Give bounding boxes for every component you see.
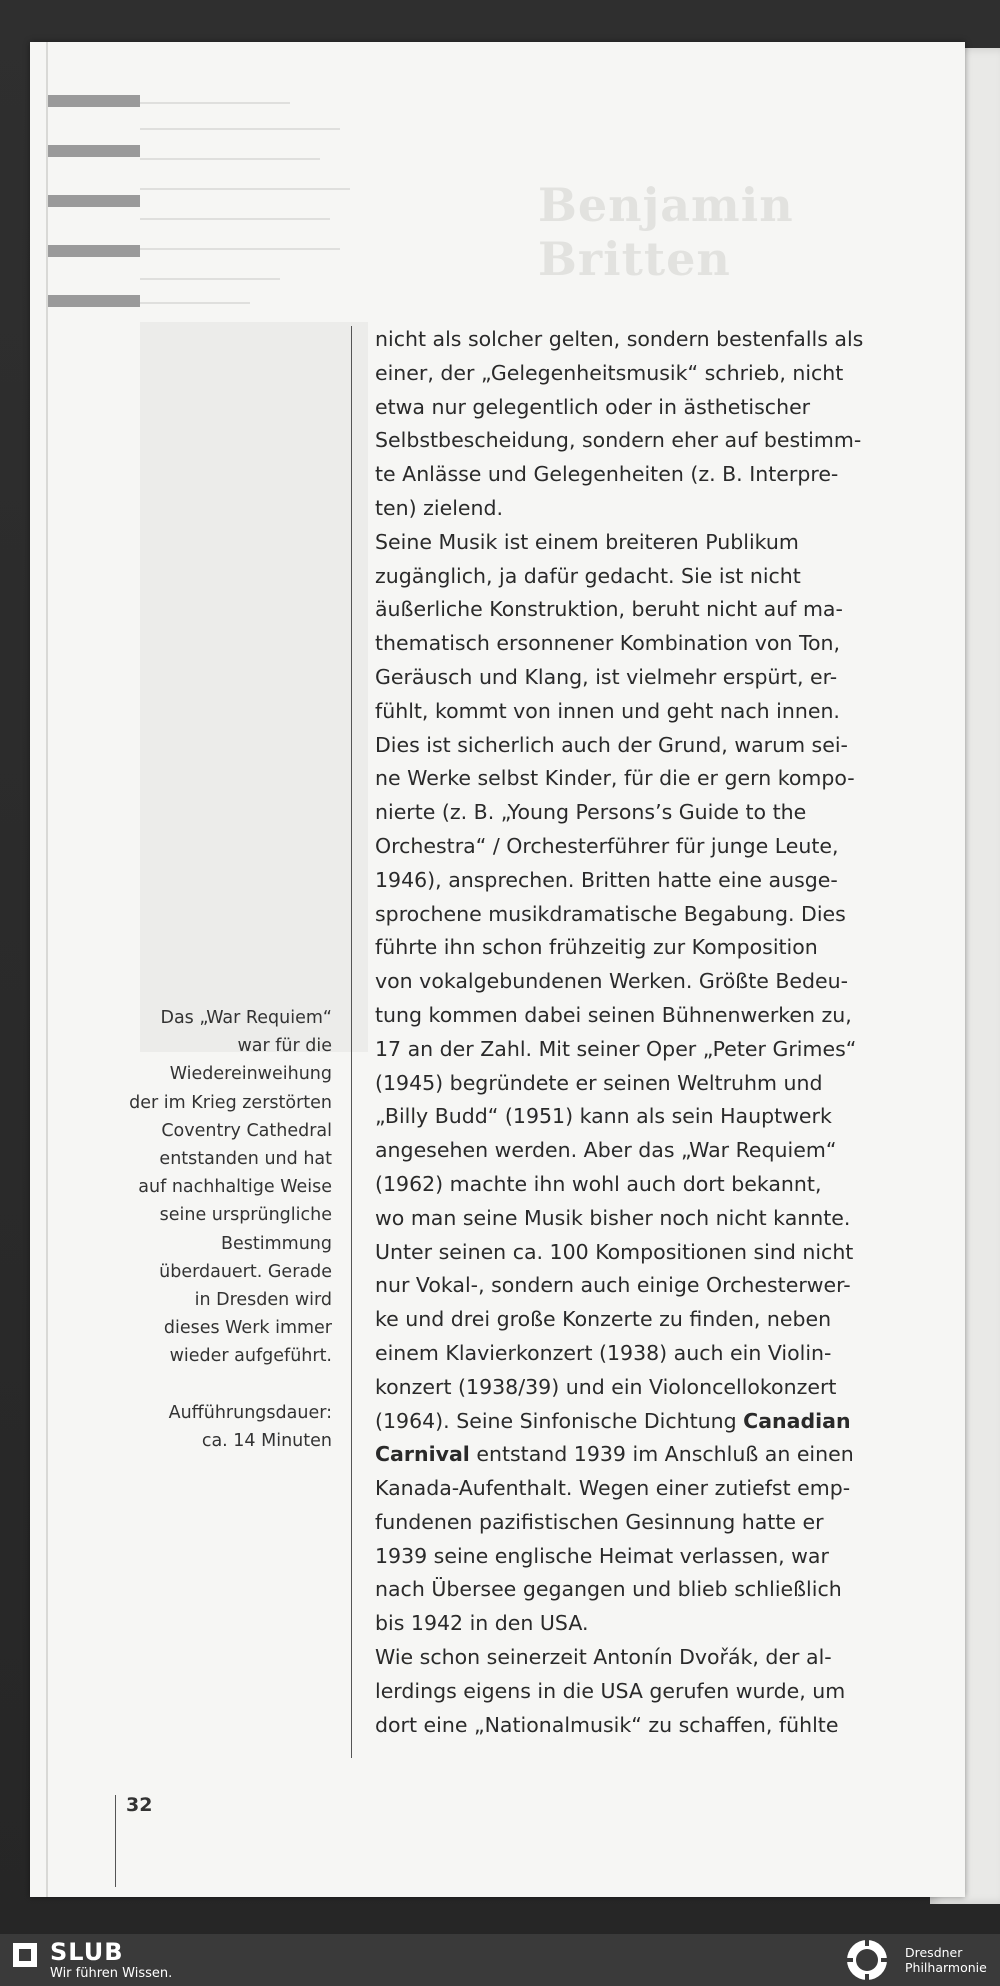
sidebar-spacer (120, 1371, 332, 1399)
text-line: von vokalgebundenen Werken. Größte Bedeu- (375, 969, 849, 994)
bleed-through-line (140, 302, 250, 304)
text-line: Geräusch und Klang, ist vielmehr erspürt, er- (375, 664, 838, 689)
sidebar-line: wieder aufgeführt. (169, 1346, 332, 1367)
text-line: (1964). Seine Sinfonische Dichtung Canadian (375, 1408, 851, 1433)
sidebar-note (120, 1004, 332, 1455)
text-line: ne Werke selbst Kinder, für die er gern kompo- (375, 766, 855, 791)
margin-tick-mark (48, 145, 140, 157)
text-line: einem Klavierkonzert (1938) auch ein Violin- (375, 1340, 832, 1365)
body-text (375, 323, 893, 1742)
library-name: SLUB (50, 1938, 124, 1966)
text-line: Kanada-Aufenthalt. Wegen einer zutiefst emp- (375, 1476, 851, 1501)
text-line: konzert (1938/39) und ein Violoncellokonzert (375, 1374, 837, 1399)
text-line: Unter seinen ca. 100 Kompositionen sind nicht (375, 1239, 854, 1264)
sidebar-line: entstanden und hat (159, 1149, 332, 1170)
sidebar-line: dieses Werk immer (163, 1318, 332, 1339)
bleed-through-line (140, 158, 320, 160)
text-line: 1946), ansprechen. Britten hatte eine ausge- (375, 867, 838, 892)
text-line: „Billy Budd“ (1951) kann als sein Hauptwerk (375, 1104, 832, 1129)
partner-name-line: Dresdner (905, 1945, 963, 1960)
page-binding-edge (46, 42, 48, 1897)
library-tagline: Wir führen Wissen. (50, 1966, 173, 1981)
bleed-through-line (140, 248, 340, 250)
text-line: Selbstbescheidung, sondern eher auf bestimm- (375, 428, 862, 453)
margin-tick-mark (48, 295, 140, 307)
text-line: 1939 seine englische Heimat verlassen, war (375, 1543, 829, 1568)
page-number-rule (115, 1795, 116, 1887)
bleed-through-line (140, 102, 290, 104)
text-line: ten) zielend. (375, 495, 504, 520)
text-line: nach Übersee gegangen und blieb schließlich (375, 1577, 842, 1602)
sidebar-line: der im Krieg zerstörten (129, 1092, 332, 1113)
text-line: Dies ist sicherlich auch der Grund, warum sei- (375, 732, 848, 757)
bleed-through-line (140, 278, 280, 280)
text-line: Seine Musik ist einem breiteren Publikum (375, 529, 799, 554)
text-line: Orchestra“ / Orchesterführer für junge Leute, (375, 833, 839, 858)
sidebar-line: war für die (237, 1036, 332, 1057)
text-line: nur Vokal-, sondern auch einige Orchesterwer- (375, 1273, 851, 1298)
text-line: tung kommen dabei seinen Bühnenwerken zu, (375, 1002, 852, 1027)
duration-label: Aufführungsdauer: (168, 1402, 332, 1423)
margin-tick-mark (48, 95, 140, 107)
text-line: wo man seine Musik bisher noch nicht kannte. (375, 1205, 851, 1230)
text-line: (1962) machte ihn wohl auch dort bekannt, (375, 1171, 822, 1196)
bleed-through-title: Benjamin Britten (538, 178, 794, 286)
text-line: sprochene musikdramatische Begabung. Dies (375, 901, 846, 926)
work-title: Canadian (743, 1408, 851, 1433)
text-line: etwa nur gelegentlich oder in ästhetischer (375, 394, 811, 419)
text-line: te Anlässe und Gelegenheiten (z. B. Interpre- (375, 462, 839, 487)
text-line: lerdings eigens in die USA gerufen wurde, um (375, 1678, 846, 1703)
partner-name (905, 1945, 987, 1975)
text-line: dort eine „Nationalmusik“ zu schaffen, fühlte (375, 1712, 839, 1737)
text-line: führte ihn schon frühzeitig zur Komposition (375, 935, 818, 960)
sidebar-line: in Dresden wird (194, 1290, 332, 1311)
work-title: Carnival (375, 1442, 470, 1467)
text-line: 17 an der Zahl. Mit seiner Oper „Peter Grimes“ (375, 1036, 857, 1061)
sidebar-line: Coventry Cathedral (161, 1120, 332, 1141)
text-line: einer, der „Gelegenheitsmusik“ schrieb, nicht (375, 360, 844, 385)
text-line: bis 1942 in den USA. (375, 1611, 589, 1636)
slub-logo-icon (12, 1942, 38, 1968)
duration-value: ca. 14 Minuten (201, 1430, 332, 1451)
text-line: zugänglich, ja dafür gedacht. Sie ist nicht (375, 563, 801, 588)
text-line: thematisch ersonnener Kombination von Ton, (375, 631, 841, 656)
margin-tick-mark (48, 195, 140, 207)
sidebar-line: Bestimmung (221, 1233, 332, 1254)
text-line: ke und drei große Konzerte zu finden, neben (375, 1307, 832, 1332)
text-line: äußerliche Konstruktion, beruht nicht auf ma- (375, 597, 843, 622)
bleed-through-line (140, 218, 330, 220)
page-number: 32 (126, 1794, 153, 1816)
bleed-through-image-block (140, 322, 368, 1052)
sidebar-line: seine ursprüngliche (159, 1205, 332, 1226)
partner-name-line: Philharmonie (905, 1960, 987, 1975)
bleed-through-line (140, 188, 350, 190)
bleed-through-line (140, 128, 340, 130)
sidebar-line: überdauert. Gerade (159, 1261, 332, 1282)
text-line: Carnival entstand 1939 im Anschluß an einen (375, 1442, 854, 1467)
text-line: fühlt, kommt von innen und geht nach innen. (375, 698, 840, 723)
sidebar-line: auf nachhaltige Weise (138, 1177, 332, 1198)
column-divider (351, 326, 352, 1758)
text-line: Wie schon seinerzeit Antonín Dvořák, der al- (375, 1645, 832, 1670)
text-line: (1945) begründete er seinen Weltruhm und (375, 1070, 823, 1095)
sidebar-line: Das „War Requiem“ (160, 1008, 332, 1028)
margin-tick-mark (48, 245, 140, 257)
text-line: fundenen pazifistischen Gesinnung hatte er (375, 1509, 824, 1534)
text-line: angesehen werden. Aber das „War Requiem“ (375, 1138, 837, 1163)
sidebar-line: Wiedereinweihung (169, 1064, 332, 1085)
text-line: nicht als solcher gelten, sondern bestenfalls als (375, 327, 864, 351)
philharmonie-logo-icon (842, 1937, 892, 1983)
text-line: nierte (z. B. „Young Persons’s Guide to the (375, 800, 807, 825)
